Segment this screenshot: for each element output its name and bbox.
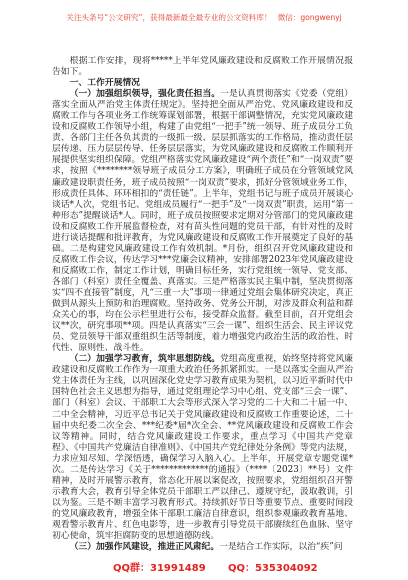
subsection-paragraph-1 [52, 89, 353, 354]
subsection-text-2: 党组高度重视，始终坚持将党风廉政建设和反腐败工作作为一项重大政治任务抓紧抓实。一是以落实全面从严治党主体责任为主线，以巩固深化党史学习教育成果为契机，以习近平新时代中国特色社会主义思想为指导，通过党组理论学习中心组、党支部“三会一课”、部门（科室）会议、干部职工大会等形式深入学习党的二十大和二十届一中、二中全会精神，习近平总书记关于党风廉政建设和反腐败工作重要论述，二十届中央纪委二次全会、***纪委*届*次全会、**党风廉政建设和反腐败工作会议等精神。同时，结合党风廉政建设工作要求，重点学习《中国共产党章程》、《中国共产党廉洁自律准则》、《中国共产党纪律处分条例》等党内法规，力求应知尽知、学深悟透，确保学习入脑入心。上半年，开展党章专题党课*次。二是传达学习《关于*************的通报》（****〔2023〕**号）文件精神，及时开展警示教育，常态化开展以案促改，按照要求，党组组织召开警示教育大会，教育引导全体党员干部职工严以律己、遵规守纪，汲取教训，引以为鉴。三是不断丰富学习教育形式。持续抓好节日等重要节点、重要时间段的党风廉政教育，增强全体干部职工廉洁自律意识，组织参观廉政教育基地、观看警示教育片、红色电影等，进一步教育引导党员干部赓续红色血脉、坚守初心使命，筑牢拒腐防变的思想道德防线。 [52, 354, 353, 542]
subsection-text-3: 一是结合工作实际，以治“疾”问 [219, 542, 343, 553]
header-promo-text: 关注头条号“公文研究”，获得最新最全最专业的公文资料库！ [66, 13, 272, 22]
subsection-heading-1: （一）加强组织领导，强化责任担当。 [69, 89, 221, 100]
subsection-paragraph-3 [52, 542, 353, 553]
footer-qq-number: QQ：535304092 [228, 563, 318, 574]
subsection-heading-2: （二）加强学习教育，筑牢思想防线。 [69, 354, 221, 365]
footer-qq-group: QQ群：31991489 [113, 563, 206, 574]
subsection-heading-3: （三）加强作风建设，推进正风肃纪。 [69, 542, 220, 553]
subsection-paragraph-2 [52, 354, 353, 542]
header-wechat-text: 微信：gongwenyj [277, 13, 342, 22]
document-body [52, 56, 353, 554]
intro-paragraph: 根据工作安排，现将*****上半年党风廉政建设和反腐败工作开展情况报告如下。 [52, 56, 353, 78]
page-header [0, 13, 408, 23]
section-heading: 一、工作开展情况 [69, 78, 140, 89]
subsection-text-1: 一是认真贯彻落实《党委（党组）落实全面从严治党主体责任规定》。坚持把全面从严治党、党风廉政建设和反腐败工作与各项业务工作统筹谋划部署，根据干部调整情况，充实党风廉政建设和反腐败工作领导小组，构建了由党组“一把手”统一领导、班子成员分工负责、各部门主任各负其责的一级抓一级、层层抓落实的工作格局，推动责任层层传递、压力层层传导、任务层层落实，为党风廉政建设和反腐败工作顺利开展提供坚实组织保障。党组严格落实党风廉政建设“两个责任”和“一岗双责”要求，按照《********领导班子成员分工方案》，明确班子成员在分管领域党风廉政建设职责任务，班子成员按照“一岗双责”要求，抓好分管领域业务工作，形成责任具体、环环相扣的“责任链”。上半年，党组书记与班子成员开展谈心谈话*人次，党组书记、党组成员履行“一把手”及“一岗双责”职责，运用“第一种形态”提醒谈话*人。同时，班子成员按照要求定期对分管部门的党风廉政建设和反腐败工作开展监督检查，对有苗头性问题的党员干部，有针对性的及时进行谈话提醒和批评教育，为党风廉政建设和反腐败工作开展奠定了良好的基础。二是构建党风廉政建设工作有效机制。*月份，组织召开党风廉政建设和反腐败工作会议，传达学习***党廉会议精神，安排部署2023年党风廉政建设和反腐败工作，制定工作计划，明确目标任务，实行党组统一领导、党支部、各部门（科室）责任全覆盖、真落实。三是严格落实民主集中制，坚决贯彻落实“四不直接管”制度，凡“三重一大”事项一律通过党组会集体研究决定，真正做到从源头上预防和治理腐败。坚持政务、党务公开制，对涉及群众利益和群众关心的事，均在公示栏里进行公布，接受群众监督。截至目前，召开党组会议**次，研究事项**项。四是认真落实“三会一课”、组织生活会、民主评议党员、党员领导干部双重组织生活等制度，着力增强党内政治生活的政治性、时代性、原则性、战斗性。 [52, 89, 353, 354]
